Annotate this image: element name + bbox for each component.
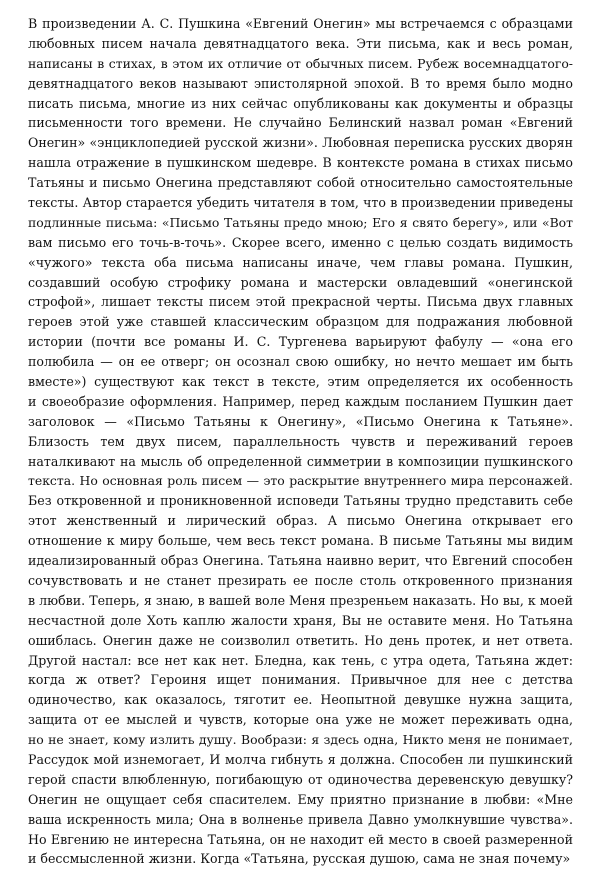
text-line: и бессмысленной жизни. Когда «Татьяна, русская душою, сама не зная почему» bbox=[28, 851, 571, 867]
text-line: отношение к миру больше, чем весь текст романа. В письме Татьяны мы видим bbox=[28, 533, 573, 549]
text-line: героев этой уже ставшей классическим образцом для подражания любовной bbox=[28, 314, 573, 330]
text-line: подлинные письма: «Письмо Татьяны предо мною; Его я свято берегу», или «Вот bbox=[28, 214, 573, 230]
text-line: написаны в стихах, в этом их отличие от обычных писем. Рубеж восемнадцатого- bbox=[28, 55, 573, 71]
text-line: полюбила — он ее отверг; он осознал свою ошибку, но нечто мешает им быть bbox=[28, 354, 573, 370]
text-line: Без откровенной и проникновенной исповеди Татьяны трудно представить себе bbox=[28, 493, 573, 509]
text-line: ваша искренность мила; Она в волненье привела Давно умолкнувшие чувства». bbox=[28, 811, 573, 827]
text-line: Близость тем двух писем, параллельность чувств и переживаний героев bbox=[28, 433, 573, 449]
text-line: герой спасти влюбленную, погибающую от одиночества деревенскую девушку? bbox=[28, 771, 573, 787]
text-line: в любви. Теперь, я знаю, в вашей воле Меня презреньем наказать. Но вы, к моей bbox=[28, 592, 573, 608]
text-line: этот женственный и лирический образ. А письмо Онегина открывает его bbox=[28, 513, 573, 529]
text-line: Другой настал: все нет как нет. Бледна, как тень, с утра одета, Татьяна ждет: bbox=[28, 652, 573, 668]
text-line: защита от ее мыслей и чувств, которые она уже не может переживать одна, bbox=[28, 712, 573, 728]
text-line: создавший особую строфику романа и мастерски овладевший «онегинской bbox=[28, 274, 573, 290]
text-line: истории (почти все романы И. С. Тургенева варьируют фабулу — «она его bbox=[28, 334, 573, 350]
text-line: нашла отражение в пушкинском шедевре. В контексте романа в стихах письмо bbox=[28, 155, 573, 171]
text-line: сочувствовать и не станет презирать ее после столь откровенного признания bbox=[28, 572, 573, 588]
text-line: Но Евгению не интересна Татьяна, он не находит ей место в своей размеренной bbox=[28, 831, 573, 847]
text-line: Татьяны и письмо Онегина представляют собой относительно самостоятельные bbox=[28, 175, 573, 191]
text-line: вместе») существуют как текст в тексте, этим определяется их особенность bbox=[28, 374, 573, 390]
text-line: но не знает, кому излить душу. Вообрази: я здесь одна, Никто меня не понимает, bbox=[28, 732, 573, 748]
essay-text bbox=[28, 14, 573, 869]
text-line: ошиблась. Онегин даже не соизволил ответить. Но день протек, и нет ответа. bbox=[28, 632, 573, 648]
text-line: вам письмо его точь-в-точь». Скорее всего, именно с целью создать видимость bbox=[28, 234, 573, 250]
text-line: письменности того времени. Не случайно Белинский назвал роман «Евгений bbox=[28, 115, 573, 131]
text-line: писать письма, многие из них сейчас опубликованы как документы и образцы bbox=[28, 95, 573, 111]
text-line: Рассудок мой изнемогает, И молча гибнуть я должна. Способен ли пушкинский bbox=[28, 751, 573, 767]
text-line: одиночество, как оказалось, тяготит ее. Неопытной девушке нужна защита, bbox=[28, 692, 573, 708]
text-line: девятнадцатого веков называют эпистолярной эпохой. В то время было модно bbox=[28, 75, 573, 91]
text-line: наталкивают на мысль об определенной симметрии в композиции пушкинского bbox=[28, 453, 573, 469]
text-line: В произведении А. С. Пушкина «Евгений Онегин» мы встречаемся с образцами bbox=[28, 16, 573, 31]
text-line: и своеобразие оформления. Например, перед каждым посланием Пушкин дает bbox=[28, 393, 573, 409]
text-line: несчастной доле Хоть каплю жалости храня, Вы не оставите меня. Но Татьяна bbox=[28, 612, 573, 628]
text-line: строфой», лишает тексты писем этой прекрасной черты. Письма двух главных bbox=[28, 294, 573, 310]
text-line: Онегин не ощущает себя спасителем. Ему приятно признание в любви: «Мне bbox=[28, 791, 573, 807]
text-line: тексты. Автор старается убедить читателя в том, что в произведении приведены bbox=[28, 195, 573, 211]
text-line: Онегин» «энциклопедией русской жизни». Любовная переписка русских дворян bbox=[28, 135, 573, 151]
text-line: «чужого» текста оба письма написаны иначе, чем главы романа. Пушкин, bbox=[28, 254, 573, 270]
text-line: любовных писем начала девятнадцатого века. Эти письма, как и весь роман, bbox=[28, 35, 573, 51]
text-line: идеализированный образ Онегина. Татьяна наивно верит, что Евгений способен bbox=[28, 553, 573, 569]
text-line: когда ж ответ? Героиня ищет понимания. Привычное для нее с детства bbox=[28, 672, 573, 688]
text-line: текста. Но основная роль писем — это раскрытие внутреннего мира персонажей. bbox=[28, 473, 573, 489]
text-line: заголовок — «Письмо Татьяны к Онегину», «Письмо Онегина к Татьяне». bbox=[28, 413, 573, 429]
